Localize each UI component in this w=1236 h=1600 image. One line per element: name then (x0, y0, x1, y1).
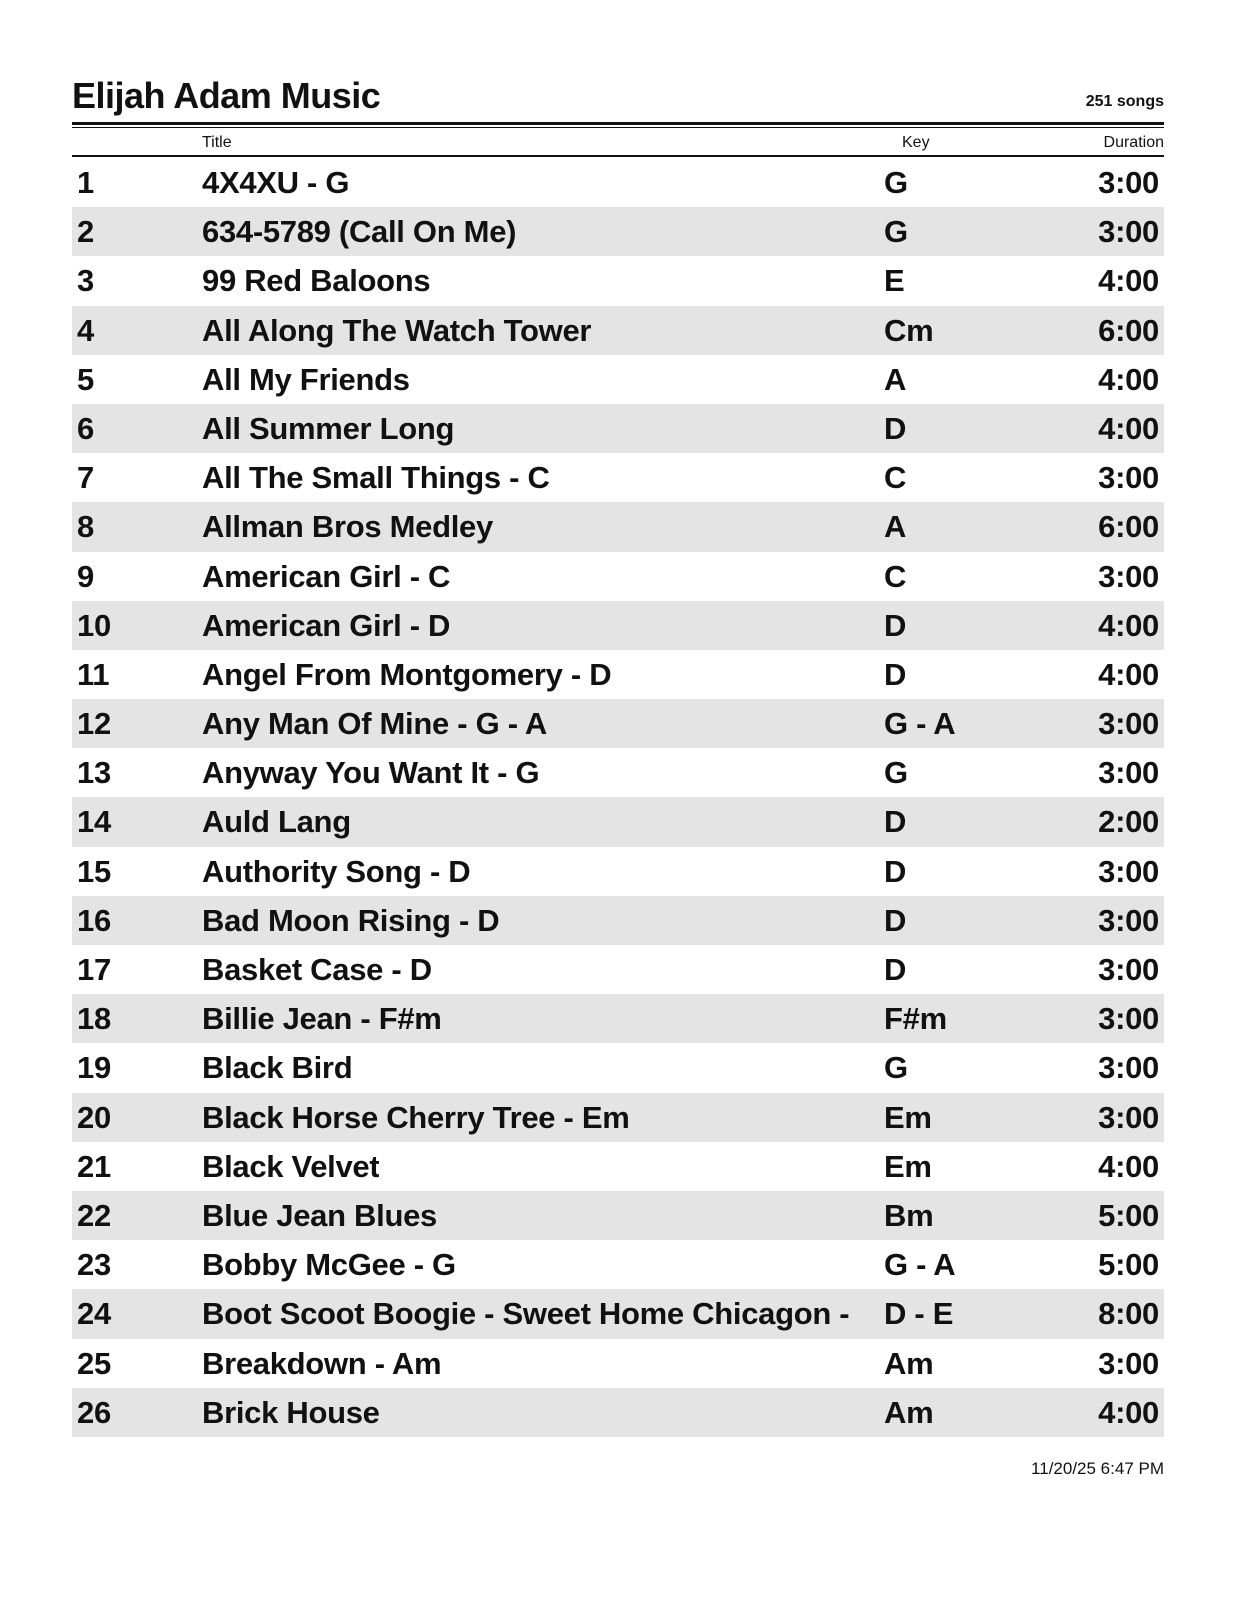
song-title: 634-5789 (Call On Me) (202, 214, 517, 250)
song-number: 24 (77, 1296, 111, 1332)
song-title: All Summer Long (202, 410, 455, 446)
song-key: D (884, 952, 907, 987)
song-number: 18 (77, 1001, 111, 1037)
table-row (72, 896, 1164, 945)
song-key: E (884, 263, 905, 299)
table-row (72, 306, 1164, 355)
table-row (72, 994, 1164, 1043)
song-key: F#m (884, 1001, 947, 1037)
table-row (72, 601, 1164, 650)
song-title: Angel From Montgomery - D (202, 656, 612, 692)
song-title: Brick House (202, 1394, 380, 1430)
song-duration: 3:00 (1098, 1345, 1159, 1381)
song-duration: 4:00 (1098, 607, 1159, 643)
song-key: Am (884, 1345, 934, 1381)
song-title: Bad Moon Rising - D (202, 902, 500, 938)
song-title: Boot Scoot Boogie - Sweet Home Chicagon - (202, 1296, 850, 1332)
column-header-divider (72, 155, 1164, 157)
song-key: Cm (884, 312, 934, 348)
song-title: Breakdown - Am (202, 1345, 442, 1381)
song-title: Auld Lang (202, 804, 351, 840)
table-row (72, 453, 1164, 502)
song-duration: 6:00 (1098, 312, 1159, 348)
song-duration: 4:00 (1098, 656, 1159, 692)
table-row (72, 1043, 1164, 1092)
song-key: A (884, 509, 907, 545)
song-number: 10 (77, 607, 111, 643)
table-row (72, 797, 1164, 846)
header-divider-thin (72, 127, 1164, 128)
song-duration: 3:00 (1098, 755, 1159, 791)
song-key: Em (884, 1148, 932, 1184)
song-number: 21 (77, 1148, 111, 1184)
song-title: Black Velvet (202, 1148, 380, 1184)
song-number: 23 (77, 1247, 111, 1283)
song-duration: 3:00 (1098, 165, 1159, 200)
table-row (72, 1339, 1164, 1388)
song-duration: 3:00 (1098, 902, 1159, 938)
header (72, 74, 1164, 120)
table-row (72, 748, 1164, 797)
column-header-title: Title (202, 134, 232, 151)
song-number: 2 (77, 214, 94, 250)
song-number: 13 (77, 755, 111, 791)
song-key: G - A (884, 706, 956, 742)
table-row (72, 1388, 1164, 1437)
song-duration: 6:00 (1098, 509, 1159, 545)
song-duration: 4:00 (1098, 263, 1159, 299)
song-duration: 3:00 (1098, 558, 1159, 594)
song-duration: 4:00 (1098, 1394, 1159, 1430)
song-title: Black Horse Cherry Tree - Em (202, 1099, 630, 1135)
table-row (72, 552, 1164, 601)
song-duration: 4:00 (1098, 1148, 1159, 1184)
song-duration: 3:00 (1098, 1050, 1159, 1086)
song-number: 19 (77, 1050, 111, 1086)
song-duration: 3:00 (1098, 706, 1159, 742)
song-title: Authority Song - D (202, 853, 471, 889)
song-key: C (884, 460, 907, 496)
song-key: G - A (884, 1247, 956, 1283)
song-number: 1 (77, 165, 94, 200)
song-key: C (884, 558, 907, 594)
setlist-page (72, 0, 1164, 1600)
table-row (72, 158, 1164, 207)
song-number: 8 (77, 509, 94, 545)
song-title: All My Friends (202, 361, 410, 397)
song-duration: 8:00 (1098, 1296, 1159, 1332)
song-key: Am (884, 1394, 934, 1430)
song-key: G (884, 165, 908, 200)
table-row (72, 1093, 1164, 1142)
song-number: 14 (77, 804, 111, 840)
song-number: 22 (77, 1197, 111, 1233)
song-key: D (884, 804, 907, 840)
table-row (72, 650, 1164, 699)
song-title: American Girl - D (202, 607, 451, 643)
song-title: All The Small Things - C (202, 460, 550, 496)
table-row (72, 1191, 1164, 1240)
song-number: 7 (77, 460, 94, 496)
song-key: D (884, 607, 907, 643)
song-key: D (884, 410, 907, 446)
song-title: Anyway You Want It - G (202, 755, 540, 791)
table-row (72, 1142, 1164, 1191)
song-number: 5 (77, 361, 94, 397)
print-timestamp: 11/20/25 6:47 PM (1031, 1459, 1164, 1478)
song-number: 12 (77, 706, 111, 742)
song-title: 99 Red Baloons (202, 263, 431, 299)
song-number: 4 (77, 312, 94, 348)
table-row (72, 945, 1164, 994)
song-key: D (884, 853, 907, 889)
song-title: All Along The Watch Tower (202, 312, 592, 348)
column-header-row (72, 132, 1164, 154)
song-number: 16 (77, 902, 111, 938)
song-duration: 3:00 (1098, 214, 1159, 250)
song-duration: 4:00 (1098, 410, 1159, 446)
table-row (72, 502, 1164, 551)
song-number: 9 (77, 558, 94, 594)
song-title: Basket Case - D (202, 952, 432, 987)
song-title: Allman Bros Medley (202, 509, 493, 545)
song-duration: 2:00 (1098, 804, 1159, 840)
song-title: American Girl - C (202, 558, 451, 594)
song-key: D (884, 902, 907, 938)
song-title: Bobby McGee - G (202, 1247, 456, 1283)
song-key: G (884, 1050, 908, 1086)
table-row (72, 847, 1164, 896)
song-number: 26 (77, 1394, 111, 1430)
song-number: 11 (77, 656, 110, 692)
song-list (72, 158, 1164, 1437)
song-count: 251 songs (1085, 93, 1164, 110)
song-duration: 3:00 (1098, 952, 1159, 987)
column-header-duration: Duration (1103, 134, 1164, 151)
column-header-key: Key (902, 134, 930, 151)
table-row (72, 256, 1164, 305)
song-number: 25 (77, 1345, 111, 1381)
song-duration: 3:00 (1098, 853, 1159, 889)
song-key: Bm (884, 1197, 934, 1233)
song-duration: 3:00 (1098, 1099, 1159, 1135)
document-title: Elijah Adam Music (72, 75, 381, 116)
song-title: 4X4XU - G (202, 165, 350, 200)
song-number: 6 (77, 410, 94, 446)
song-duration: 5:00 (1098, 1197, 1159, 1233)
song-key: A (884, 361, 907, 397)
song-duration: 3:00 (1098, 1001, 1159, 1037)
song-title: Billie Jean - F#m (202, 1001, 442, 1037)
table-row (72, 207, 1164, 256)
song-title: Black Bird (202, 1050, 353, 1086)
song-number: 20 (77, 1099, 111, 1135)
song-key: D - E (884, 1296, 954, 1332)
song-number: 17 (77, 952, 111, 987)
table-row (72, 404, 1164, 453)
song-key: G (884, 214, 908, 250)
table-row (72, 1289, 1164, 1338)
song-duration: 5:00 (1098, 1247, 1159, 1283)
song-duration: 4:00 (1098, 361, 1159, 397)
table-row (72, 699, 1164, 748)
song-title: Any Man Of Mine - G - A (202, 706, 547, 742)
song-number: 15 (77, 853, 111, 889)
song-key: Em (884, 1099, 932, 1135)
table-row (72, 355, 1164, 404)
song-key: G (884, 755, 908, 791)
table-row (72, 1240, 1164, 1289)
song-duration: 3:00 (1098, 460, 1159, 496)
song-title: Blue Jean Blues (202, 1197, 437, 1233)
header-divider (72, 122, 1164, 125)
song-number: 3 (77, 263, 94, 299)
song-key: D (884, 656, 907, 692)
